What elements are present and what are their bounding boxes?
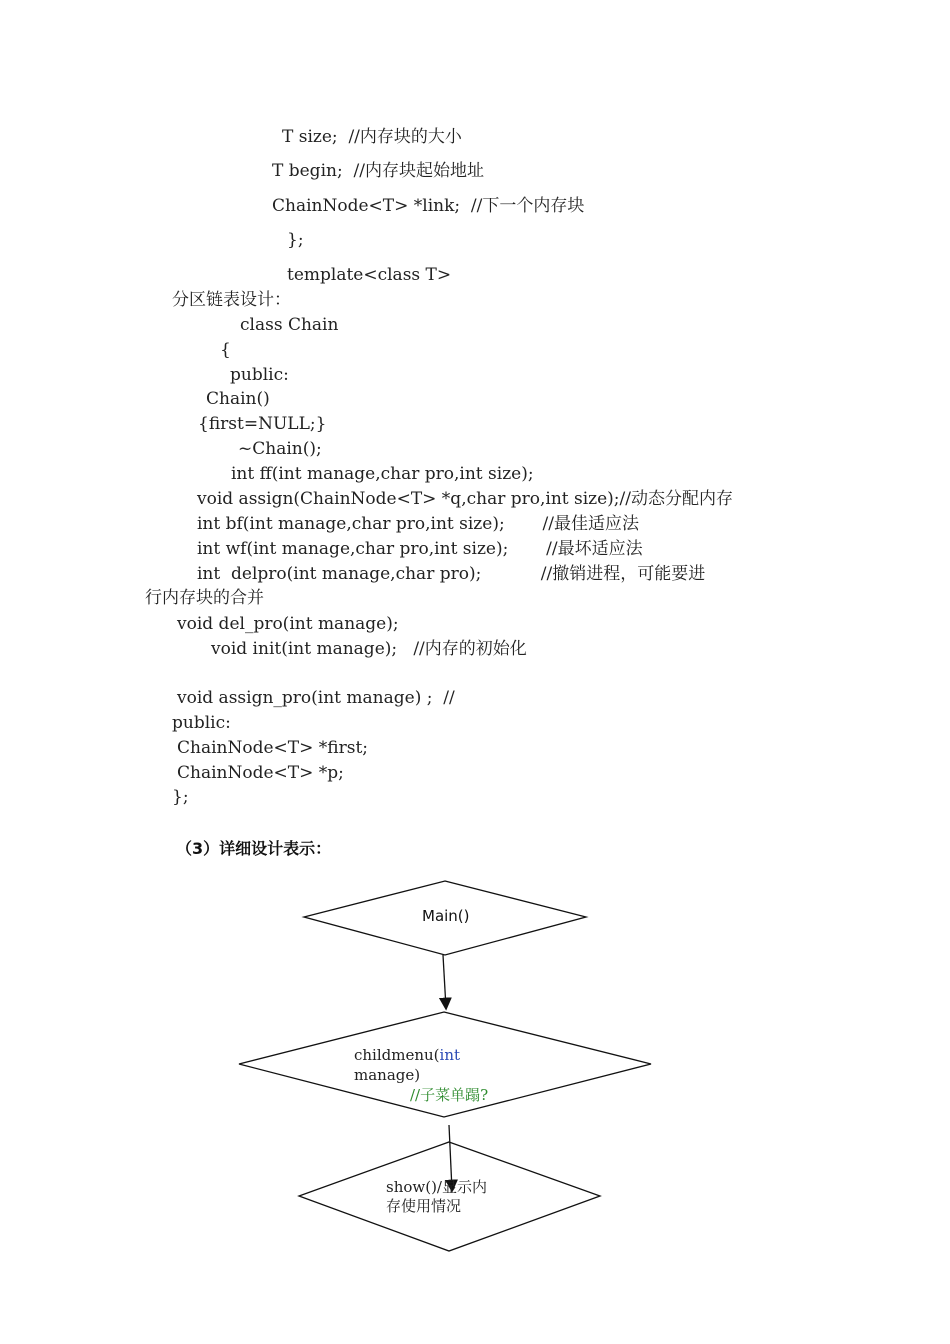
code-line: int delpro(int manage,char pro); //撤销进程，可能要进 [197, 564, 706, 584]
code-line: Chain() [206, 389, 270, 409]
code-line: class Chain [240, 315, 339, 335]
code-line: ChainNode<T> *link; //下一个内存块 [272, 196, 585, 216]
code-line: {first=NULL;} [198, 414, 327, 434]
code-line: ChainNode<T> *first; [177, 738, 369, 758]
code-line: void init(int manage); //内存的初始化 [211, 639, 527, 659]
flowchart-arrow [443, 955, 446, 1008]
flowchart-node-childmenu-comment: //子菜单蹋? [410, 1086, 489, 1104]
code-line: T begin; //内存块起始地址 [272, 161, 484, 181]
code-line: void assign(ChainNode<T> *q,char pro,int size);//动态分配内存 [197, 489, 733, 509]
code-line: ~Chain(); [238, 439, 322, 459]
childmenu-keyword: int [439, 1046, 461, 1064]
flowchart-node-show-label-line2: 存使用情况 [386, 1197, 462, 1215]
code-line: int bf(int manage,char pro,int size); //最佳适应法 [197, 514, 639, 534]
code-line: template<class T> [287, 265, 452, 285]
code-line: int ff(int manage,char pro,int size); [231, 464, 534, 484]
childmenu-function-name: childmenu( [354, 1046, 440, 1064]
code-line: 分区链表设计： [172, 290, 291, 310]
code-line: }; [172, 787, 189, 807]
code-line: T size; //内存块的大小 [282, 127, 462, 147]
code-line: ChainNode<T> *p; [177, 763, 344, 783]
code-line: void assign_pro(int manage) ; // [177, 688, 455, 708]
flowchart-node-childmenu-arg: manage) [354, 1066, 421, 1084]
code-line: }; [287, 230, 304, 250]
flowchart-node-main-label: Main() [422, 907, 470, 925]
code-line: 行内存块的合并 [145, 588, 264, 608]
flowchart-node-show-label-line1: show()/显示内 [386, 1178, 487, 1196]
code-line: public: [172, 713, 231, 733]
code-line: int wf(int manage,char pro,int size); //最坏适应法 [197, 539, 643, 559]
code-line: public: [230, 365, 289, 385]
code-line: { [220, 340, 231, 360]
code-line: void del_pro(int manage); [177, 614, 399, 634]
flowchart-node-childmenu-label [354, 1045, 460, 1065]
section-heading: （3）详细设计表示： [176, 839, 332, 858]
